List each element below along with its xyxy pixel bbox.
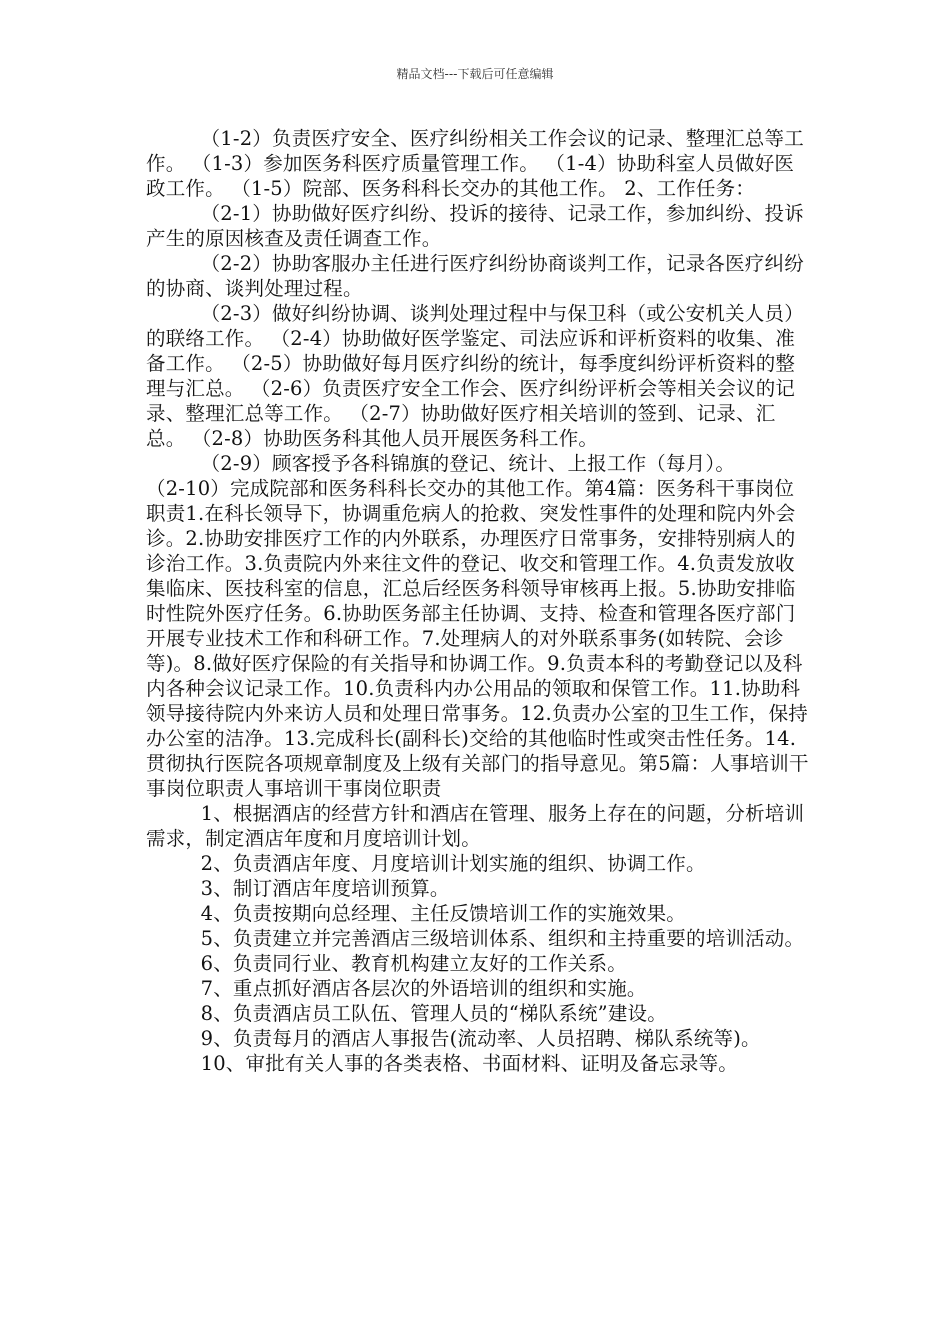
- paragraph: 4、负责按期向总经理、主任反馈培训工作的实施效果。: [200, 902, 687, 925]
- paragraph: 9、负责每月的酒店人事报告(流动率、人员招聘、梯队系统等)。: [200, 1027, 761, 1050]
- paragraph: 5、负责建立并完善酒店三级培训体系、组织和主持重要的培训活动。: [200, 927, 805, 950]
- paragraph: （2-10）完成院部和医务科科长交办的其他工作。第4篇：医务科干事岗位职责1.在科长领导下，协调重危病人的抢救、突发性事件的处理和院内外会诊。2.协助安排医疗工作的内外联系，办理医疗日常事务，安排特别病人的诊治工作。3.负责院内外来往文件的登记、收交和管理工作。4.负责发放收集临床、医技科室的信息，汇总后经医务科领导审核再上报。5.协助安排临时性院外医疗任务。6.协助医务部主任协调、支持、检查和管理各医疗部门开展专业技术工作和科研工作。7.处理病人的对外联系事务(如转院、会诊等)。8.做好医疗保险的有关指导和协调工作。9.负责本科的考勤登记以及科内各种会议记录工作。10.负责科内办公用品的领取和保管工作。11.协助科领导接待院内外来访人员和处理日常事务。12.负责办公室的卫生工作，保持办公室的洁净。13.完成科长(副科长)交给的其他临时性或突击性任务。14.贯彻执行医院各项规章制度及上级有关部门的指导意见。第5篇：人事培训干事岗位职责人事培训干事岗位职责: [146, 477, 809, 800]
- paragraph: 3、制订酒店年度培训预算。: [200, 877, 450, 900]
- page-header: 精品文档---下载后可任意编辑: [396, 67, 554, 81]
- paragraph: （2-3）做好纠纷协调、谈判处理过程中与保卫科（或公安机关人员）的联络工作。 （2-4）协助做好医学鉴定、司法应诉和评析资料的收集、准备工作。 （2-5）协助做好每月医疗纠纷的统计，每季度纠纷评析资料的整理与汇总。 （2-6）负责医疗安全工作会、医疗纠纷评析会等相关会议的记录、整理汇总等工作。 （2-7）协助做好医疗相关培训的签到、记录、汇总。 （2-8）协助医务科其他人员开展医务科工作。: [146, 302, 804, 450]
- paragraph: （2-9）顾客授予各科锦旗的登记、统计、上报工作（每月）。: [200, 452, 736, 475]
- paragraph: （2-2）协助客服办主任进行医疗纠纷协商谈判工作，记录各医疗纠纷的协商、谈判处理过程。: [146, 252, 804, 300]
- paragraph: （1-2）负责医疗安全、医疗纠纷相关工作会议的记录、整理汇总等工作。 （1-3）参加医务科医疗质量管理工作。 （1-4）协助科室人员做好医政工作。 （1-5）院部、医务科科长交办的其他工作。 2、工作任务：: [146, 127, 804, 200]
- paragraph: 7、重点抓好酒店各层次的外语培训的组织和实施。: [200, 977, 647, 1000]
- paragraph: （2-1）协助做好医疗纠纷、投诉的接待、记录工作，参加纠纷、投诉产生的原因核查及责任调查工作。: [146, 202, 804, 250]
- paragraph: 2、负责酒店年度、月度培训计划实施的组织、协调工作。: [200, 852, 706, 875]
- paragraph: 1、根据酒店的经营方针和酒店在管理、服务上存在的问题，分析培训需求，制定酒店年度和月度培训计划。: [146, 802, 805, 850]
- paragraph: 8、负责酒店员工队伍、管理人员的“梯队系统”建设。: [200, 1002, 667, 1025]
- paragraph: 6、负责同行业、教育机构建立友好的工作关系。: [200, 952, 627, 975]
- document-body: [146, 126, 812, 1076]
- paragraph: 10、审批有关人事的各类表格、书面材料、证明及备忘录等。: [200, 1052, 739, 1075]
